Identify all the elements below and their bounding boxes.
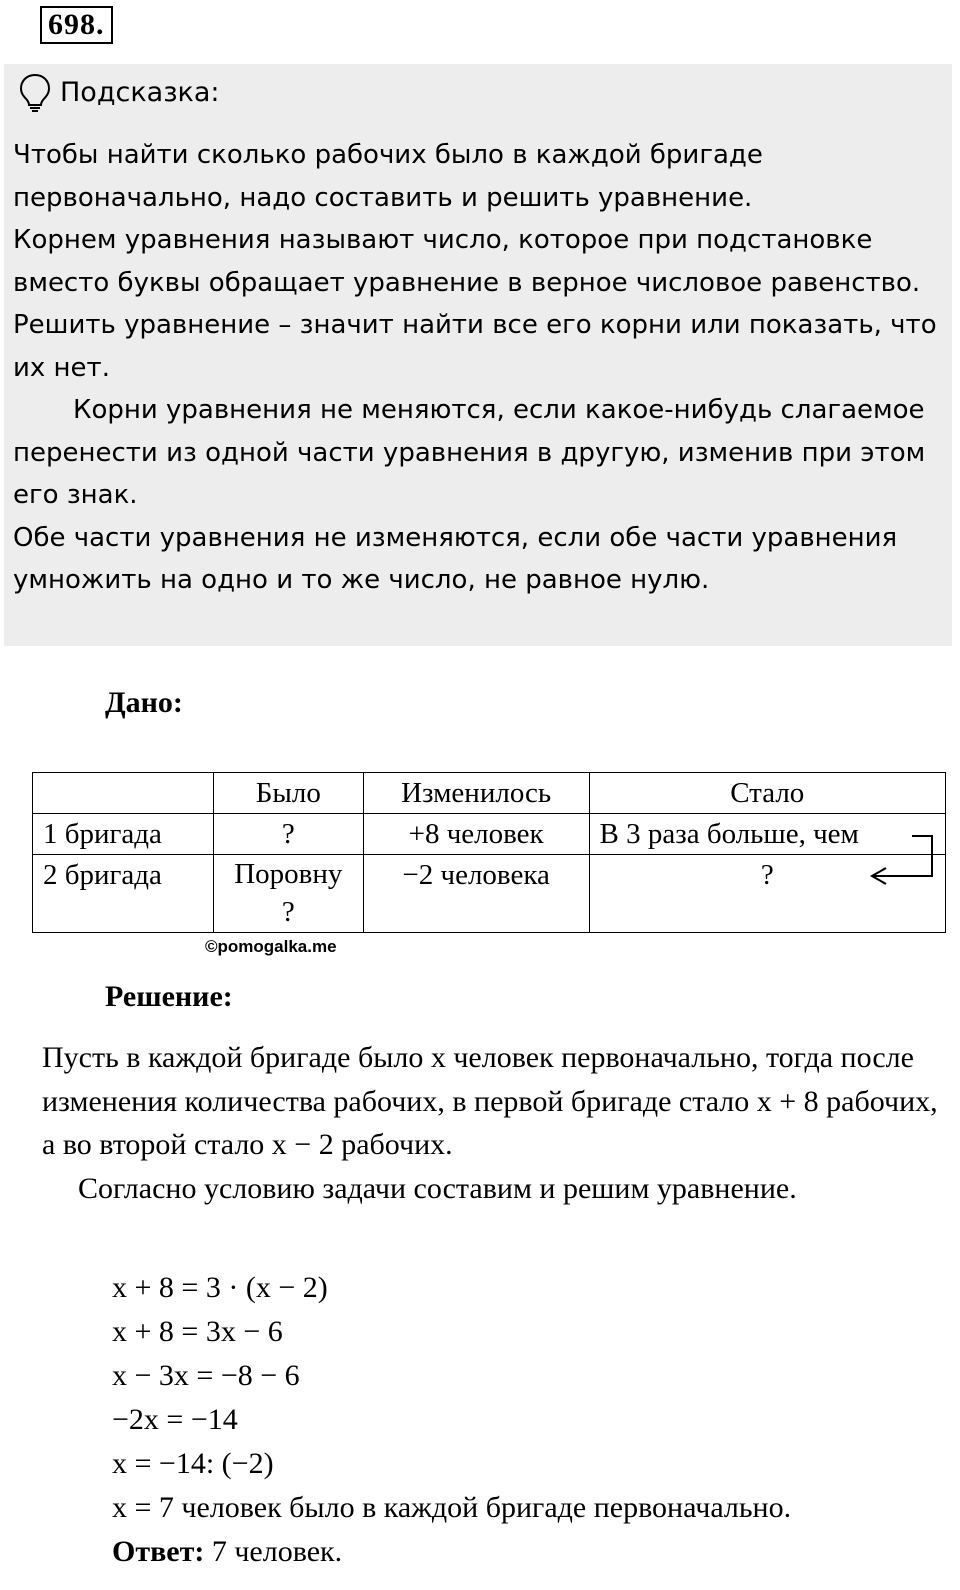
solution-label: Решение: — [105, 980, 233, 1013]
lightbulb-icon — [18, 72, 52, 112]
table-cell: ? — [213, 814, 363, 855]
table-cell: +8 человек — [363, 814, 589, 855]
table-header-cell — [33, 773, 214, 814]
given-table — [32, 772, 946, 933]
table-cell-line: ? — [281, 896, 295, 928]
watermark: ©pomogalka.me — [205, 937, 337, 956]
equation-line: x + 8 = 3 · (x − 2) — [112, 1271, 328, 1304]
equation-line: x = 7 человек было в каждой бригаде первоначально. — [112, 1491, 792, 1524]
answer-value: 7 человек. — [204, 1535, 343, 1568]
table-row — [33, 814, 946, 855]
hint-paragraph: Корни уравнения не меняются, если какое-нибудь слагаемое перенести из одной части уравнения в другую, изменив при этом его знак. — [13, 395, 926, 510]
equations — [112, 1266, 952, 1574]
table-cell: −2 человека — [363, 855, 589, 933]
solution-text — [42, 1036, 942, 1210]
hint-header — [18, 72, 220, 112]
table-header-cell: Стало — [589, 773, 945, 814]
answer-label: Ответ: — [112, 1535, 205, 1568]
solution-paragraph: Согласно условию задачи составим и решим уравнение. — [78, 1171, 797, 1205]
hint-box — [4, 64, 952, 646]
answer-line — [112, 1530, 952, 1574]
equation-line: x + 8 = 3x − 6 — [112, 1315, 283, 1348]
hint-text — [13, 134, 943, 602]
equation-line: x − 3x = −8 − 6 — [112, 1359, 300, 1392]
hint-paragraph: Решить уравнение – значит найти все его корни или показать, что их нет. — [13, 310, 937, 383]
table-cell-text: В 3 раза больше, чем — [599, 818, 859, 850]
problem-number: 698. — [40, 6, 113, 44]
given-label: Дано: — [105, 686, 183, 719]
table-cell-text: ? — [760, 859, 774, 891]
arrow-icon — [866, 824, 944, 888]
hint-title: Подсказка: — [60, 76, 220, 108]
table-header-cell: Изменилось — [363, 773, 589, 814]
table-cell: 1 бригада — [33, 814, 214, 855]
table-cell-line: Поровну — [234, 858, 343, 890]
table-cell — [213, 855, 363, 933]
hint-paragraph: Чтобы найти сколько рабочих было в каждой бригаде первоначально, надо составить и решить уравнение. — [13, 140, 763, 213]
hint-paragraph: Корнем уравнения называют число, которое при подстановке вместо буквы обращает уравнение в верное числовое равенство. — [13, 225, 921, 298]
table-header-cell: Было — [213, 773, 363, 814]
table-header-row — [33, 773, 946, 814]
solution-paragraph: Пусть в каждой бригаде было x человек первоначально, тогда после изменения количества рабочих, в первой бригаде стало x + 8 рабочих, а во второй стало x − 2 рабочих. — [42, 1041, 938, 1161]
equation-line: x = −14: (−2) — [112, 1447, 274, 1480]
table-cell: 2 бригада — [33, 855, 214, 933]
table-row — [33, 855, 946, 933]
hint-paragraph: Обе части уравнения не изменяются, если обе части уравнения умножить на одно и то же число, не равное нулю. — [13, 522, 898, 595]
equation-line: −2x = −14 — [112, 1403, 238, 1436]
